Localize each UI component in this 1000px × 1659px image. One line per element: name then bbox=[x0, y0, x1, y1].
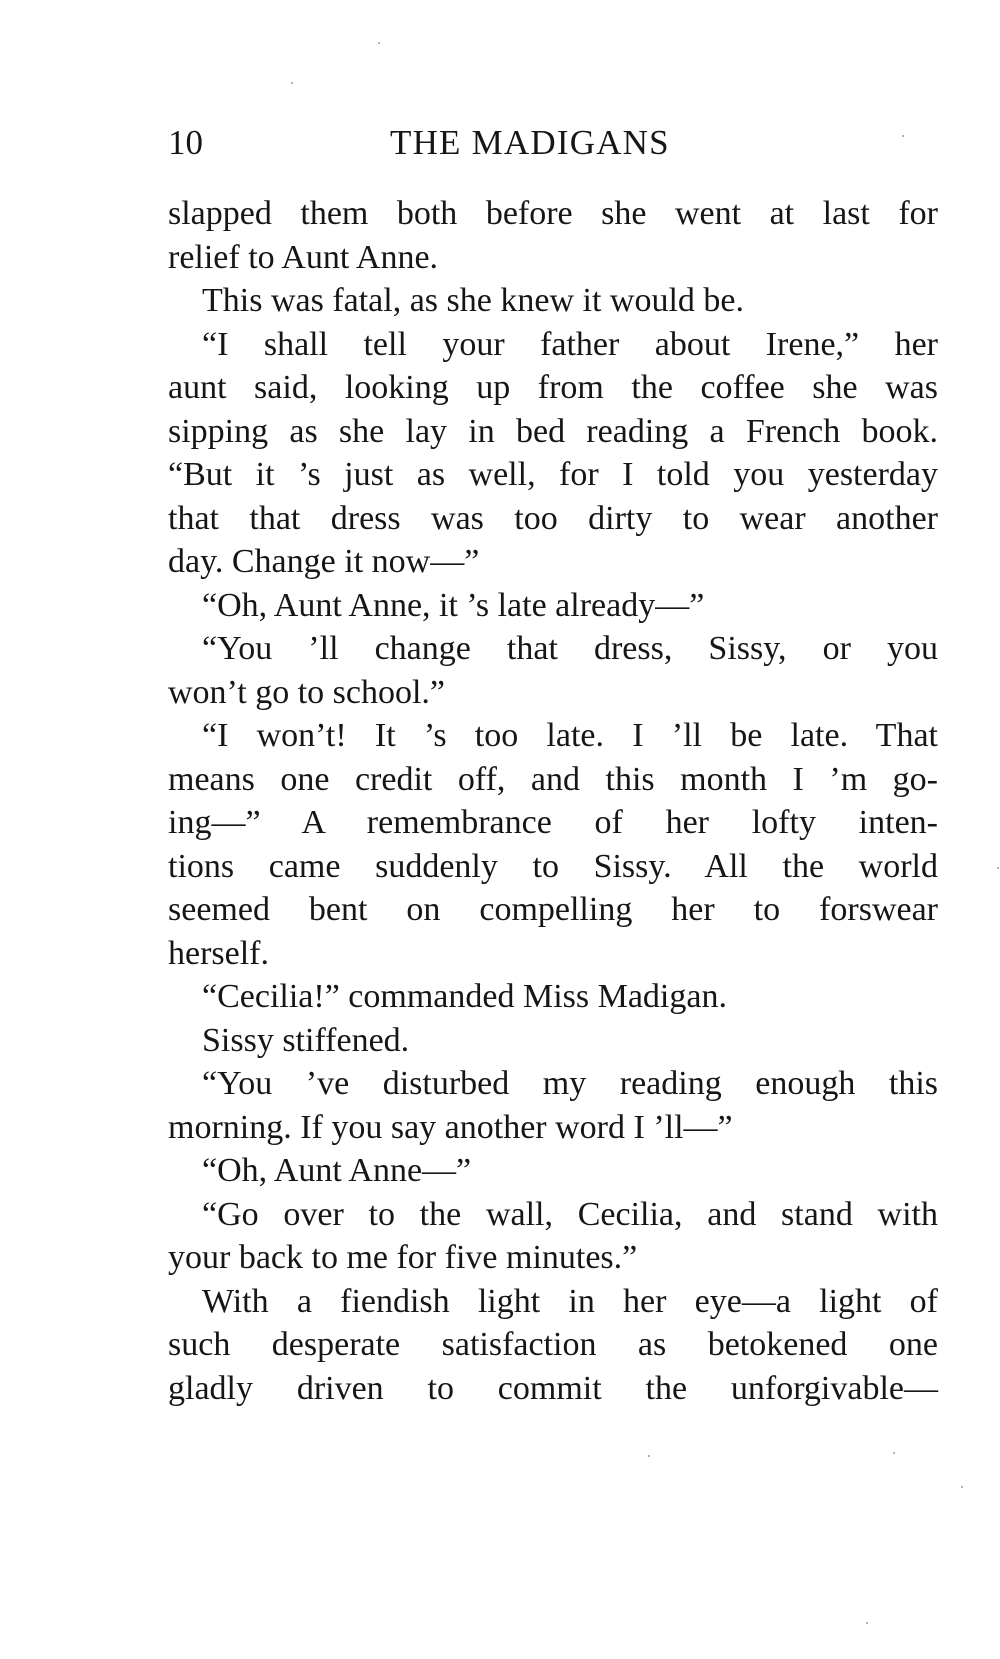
text-line: “You ’ve disturbed my reading enough this bbox=[202, 1065, 938, 1102]
text-line: “Oh, Aunt Anne—” bbox=[202, 1152, 472, 1189]
text-line: that that dress was too dirty to wear another bbox=[168, 499, 938, 537]
text-line: day. Change it now—” bbox=[168, 543, 480, 580]
paper-speck bbox=[866, 1622, 868, 1624]
paper-speck bbox=[648, 1455, 650, 1457]
book-title: THE MADIGANS bbox=[390, 123, 670, 162]
running-head bbox=[168, 118, 938, 168]
text-line: “But it ’s just as well, for I told you yesterday bbox=[168, 456, 938, 493]
paper-speck bbox=[291, 82, 293, 84]
text-line: such desperate satisfaction as betokened one bbox=[168, 1326, 938, 1363]
text-line: slapped them both before she went at last for bbox=[168, 195, 938, 232]
text-line: seemed bent on compelling her to forswear bbox=[168, 891, 938, 928]
text-line: “Go over to the wall, Cecilia, and stand with bbox=[202, 1195, 938, 1233]
body-text bbox=[168, 192, 938, 1410]
text-line: your back to me for five minutes.” bbox=[168, 1239, 638, 1276]
text-line: Sissy stiffened. bbox=[202, 1021, 410, 1059]
page-number: 10 bbox=[168, 123, 203, 162]
paper-speck bbox=[902, 135, 904, 137]
text-line: “I won’t! It ’s too late. I ’ll be late. That bbox=[202, 717, 938, 754]
paper-speck bbox=[893, 1452, 895, 1454]
text-line: “Cecilia!” commanded Miss Madigan. bbox=[202, 978, 727, 1015]
text-line: “I shall tell your father about Irene,” her bbox=[202, 325, 938, 363]
text-line: morning. If you say another word I ’ll—” bbox=[168, 1108, 733, 1146]
text-line: “You ’ll change that dress, Sissy, or you bbox=[202, 630, 938, 667]
text-line: relief to Aunt Anne. bbox=[168, 238, 439, 276]
text-line: This was fatal, as she knew it would be. bbox=[202, 282, 744, 319]
text-line: gladly driven to commit the unforgivable— bbox=[168, 1369, 938, 1407]
text-line: ing—” A remembrance of her lofty inten- bbox=[168, 804, 938, 841]
text-line: With a fiendish light in her eye—a light of bbox=[202, 1282, 938, 1320]
text-line: herself. bbox=[168, 934, 270, 972]
text-line: means one credit off, and this month I ’m go- bbox=[168, 760, 938, 798]
text-line: “Oh, Aunt Anne, it ’s late already—” bbox=[202, 586, 705, 624]
text-line: won’t go to school.” bbox=[168, 673, 446, 711]
paper-speck bbox=[378, 42, 380, 44]
text-line: tions came suddenly to Sissy. All the world bbox=[168, 847, 938, 885]
text-line: sipping as she lay in bed reading a French book. bbox=[168, 412, 938, 450]
paper-speck bbox=[961, 1486, 963, 1488]
text-line: aunt said, looking up from the coffee she was bbox=[168, 369, 938, 406]
paper-speck bbox=[997, 867, 999, 869]
